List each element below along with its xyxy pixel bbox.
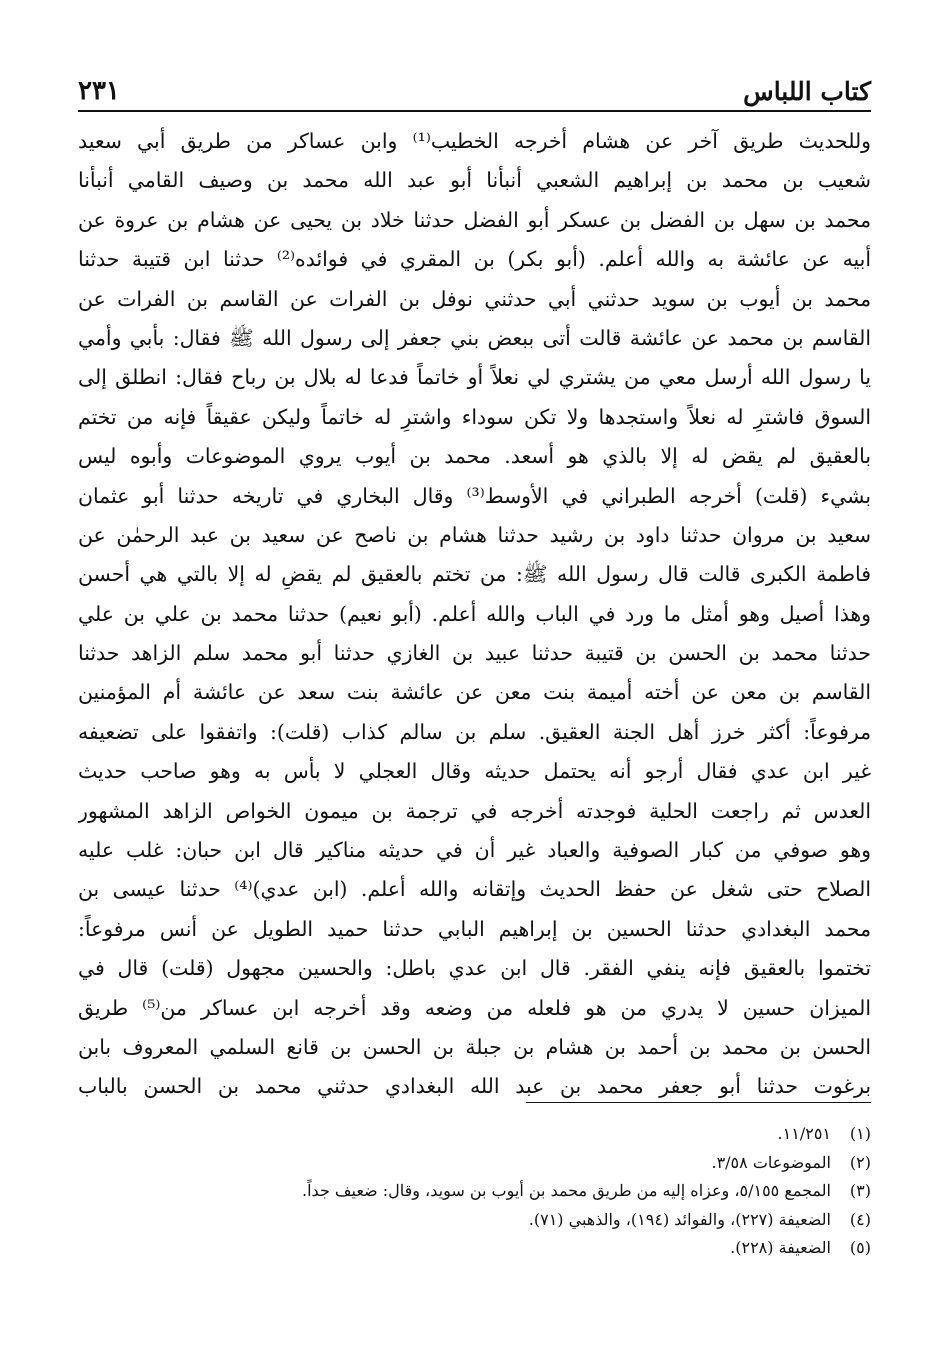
footnote: [78, 1120, 871, 1149]
text-line: تختموا بالعقيق فإنه ينفي الفقر. قال ابن عدي باطل: والحسين مجهول (قلت) قال في: [78, 956, 871, 981]
text-line: السوق فاشترِ له نعلاً واستجدها ولا تكن سوداء واشترِ له خاتماً وليكن عقيقاً فإنه من تختم: [78, 404, 871, 429]
text-line: أبيه عن عائشة به والله أعلم. (أبو بكر) بن المقري في فوائده⁽²⁾ حدثنا ابن قتيبة حدثنا: [78, 247, 871, 272]
footnote-text: الضعيفة (٢٢٧)، والفوائد (١٩٤)، والذهبي (٧١).: [528, 1209, 831, 1229]
footnote-text: المجمع ٥/١٥٥، وعزاه إليه من طريق محمد بن أيوب بن سويد، وقال: ضعيف جداً.: [302, 1181, 831, 1201]
footnote-separator: [526, 1102, 871, 1103]
footnote-number: (١): [849, 1124, 871, 1143]
text-line: بالعقيق لم يقض له إلا بالذي هو أسعد. محمد بن أيوب يروي الموضوعات وأبوه ليس: [78, 444, 871, 469]
page-number: ٢٣١: [78, 76, 120, 106]
footnote-number: (٢): [849, 1152, 871, 1172]
main-text: [78, 122, 871, 1107]
text-line: برغوت حدثنا أبو جعفر محمد بن عبد الله البغدادي حدثني محمد بن الحسن بالباب: [78, 1074, 871, 1099]
text-line: وهو صوفي من كبار الصوفية والعباد غير أن في حديثه مناكير قال ابن حبان: غلب عليه: [78, 838, 871, 863]
footnote: [78, 1234, 871, 1263]
text-line: سعيد بن مروان حدثنا داود بن رشيد حدثنا هشام بن ناصح عن سعيد بن عبد الرحمٰن عن: [78, 522, 871, 547]
text-line: العدس ثم راجعت الحلية فوجدته أخرجه في ترجمة بن ميمون الخواص الزاهد المشهور: [78, 798, 871, 823]
text-line: القاسم بن معن عن أخته أميمة بنت معن عن عائشة بنت سعد عن عائشة أم المؤمنين: [78, 680, 871, 705]
footnote-number: (٣): [849, 1181, 871, 1201]
text-line: محمد بن سهل بن الفضل بن عسكر أبو الفضل حدثنا خلاد بن يحيى عن هشام بن عروة عن: [78, 207, 871, 232]
text-line: مرفوعاً: أكثر خرز أهل الجنة العقيق. سلم بن سالم كذاب (قلت): واتفقوا على تضعيفه: [78, 719, 871, 744]
text-line: القاسم بن محمد عن عائشة قالت أتى ببعض بني جعفر إلى رسول الله ﷺ فقال: بأبي وأمي: [78, 325, 871, 350]
footnote: [78, 1206, 871, 1235]
page-header: [78, 62, 871, 112]
footnote: [78, 1149, 871, 1178]
text-line: الحسن بن محمد بن أحمد بن هشام بن جبلة بن الحسن بن قانع السلمي المعروف بابن: [78, 1034, 871, 1059]
text-line: شعيب بن محمد بن إبراهيم الشعبي أنبأنا أبو عبد الله محمد بن وصيف القامي أنبأنا: [78, 168, 871, 193]
footnote: [78, 1177, 871, 1206]
footnote-text: الموضوعات ٣/٥٨.: [711, 1152, 831, 1172]
text-line: الميزان حسين لا يدري من هو فلعله من وضعه وقد أخرجه ابن عساكر من⁽⁵⁾ طريق: [78, 995, 871, 1020]
footnote-number: (٤): [849, 1209, 871, 1229]
footnote-text: ١١/٢٥١.: [777, 1124, 831, 1143]
text-line: بشيء (قلت) أخرجه الطبراني في الأوسط⁽³⁾ وقال البخاري في تاريخه حدثنا أبو عثمان: [78, 483, 871, 508]
text-line: فاطمة الكبرى قالت قال رسول الله ﷺ: من تختم بالعقيق لم يقضِ له إلا بالتي هي أحسن: [78, 562, 871, 587]
text-line: وهذا أصيل وهو أمثل ما ورد في الباب والله أعلم. (أبو نعيم) حدثنا محمد بن علي بن علي: [78, 601, 871, 626]
text-line: حدثنا محمد بن الحسن بن قتيبة حدثنا عبيد بن الغازي حدثنا أبو محمد سلم الزاهد حدثنا: [78, 641, 871, 666]
text-line: وللحديث طريق آخر عن هشام أخرجه الخطيب⁽¹⁾ وابن عساكر من طريق أبي سعيد: [78, 129, 871, 153]
text-line: غير ابن عدي فقال أرجو أنه يحتمل حديثه وقال العجلي لا بأس به وهو صاحب حديث: [78, 759, 871, 784]
text-line: يا رسول الله أرسل معي من يشتري لي نعلاً أو خاتماً فدعا له بلال بن رباح فقال: انطلق إلى: [78, 365, 871, 390]
footnotes: [78, 1120, 871, 1263]
text-line: محمد بن أيوب بن سويد حدثني أبي حدثني نوفل بن الفرات عن القاسم بن الفرات عن: [78, 286, 871, 311]
footnote-number: (٥): [849, 1238, 871, 1258]
footnote-text: الضعيفة (٢٢٨).: [730, 1238, 831, 1258]
text-line: محمد البغدادي حدثنا الحسين بن إبراهيم البابي حدثنا حميد الطويل عن أنس مرفوعاً:: [78, 916, 871, 941]
chapter-title: كتاب اللباس: [743, 77, 871, 106]
text-line: الصلاح حتى شغل عن حفظ الحديث وإتقانه والله أعلم. (ابن عدي)⁽⁴⁾ حدثنا عيسى بن: [78, 877, 871, 902]
